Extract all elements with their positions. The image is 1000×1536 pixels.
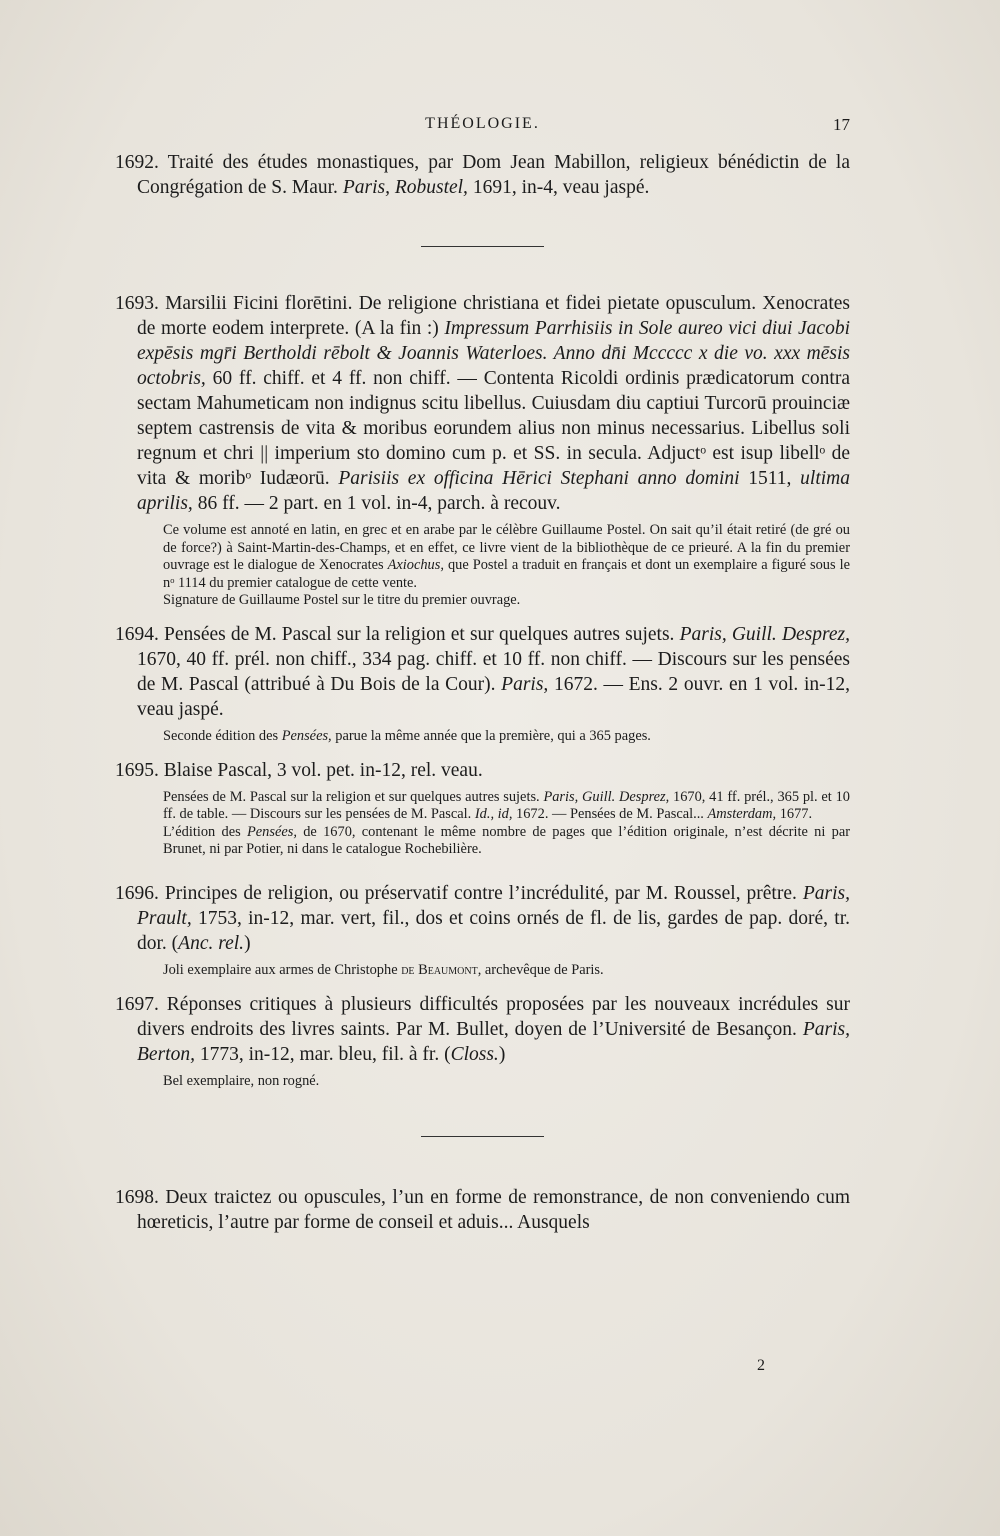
note-text: 1672. — Pensées de M. Pascal... [512,806,708,823]
entry-text: Principes de religion, ou préservatif contre l’incrédulité, par M. Roussel, prêtre. [158,882,803,904]
note-text: que Postel a traduit en français et dont un exemplaire a figuré sous le nᵒ 1114 du premier catalogue de cette vente. [163,557,850,591]
entry-text: 60 ff. chiff. et 4 ff. non chiff. — Contenta Ricoldi ordinis prædicatorum contra sectam Mahumeticam non indignus scitu libellus. Cuiusdam diu captiui Turcorū prouinciæ septem castrensis de vita & moribus eorundem alius non minus necessarius. Libellus soli regnum et chri || imperium sto domino cum p. et SS. in secula. Adjuctᵒ est isup libellᵒ de vita & moribᵒ Iudæorū. [137,368,850,489]
note-italic: Pensées, [247,823,297,840]
entry-1693 [115,291,850,516]
entry-number: 1697. [115,993,159,1015]
entry-1695 [115,758,850,783]
entry-text: Traité des études monastiques, par Dom Jean Mabillon, religieux bénédictin de la Congrégation de S. Maur. [137,152,850,198]
note-text: Ce volume est annoté en latin, en grec et en arabe par le célèbre Guillaume Postel. On sait qu’il était retiré (de gré ou de force?) à Saint-Martin-des-Champs, et en effet, ce livre vient de la bibliothèque de ce prieuré. A la fin du premier ouvrage est le dialogue de Xenocrates [163,522,850,574]
note-italic: Amsterdam, [707,806,777,823]
entry-imprint: Paris, Berton, [137,1018,850,1065]
entry-imprint: Paris, [501,673,549,695]
entry-text: 1691, in-4, veau jaspé. [467,177,650,198]
page-number: 17 [833,115,850,134]
entry-note [163,789,850,859]
entry-note [163,962,850,980]
entry-number: 1696. [115,882,159,904]
entry-text: 1670, 40 ff. prél. non chiff., 334 pag. chiff. et 10 ff. non chiff. — Discours sur les pensées de M. Pascal (attribué à Du Bois de la Cour). [137,648,850,695]
page-header [115,115,850,139]
note-smallcaps: de Beaumont [401,961,478,978]
entry-text: 1753, in-12, mar. vert, fil., dos et coins ornés de fl. de lis, gardes de pap. doré, tr. dor. ( [137,907,850,954]
note-italic: Id., id, [474,806,513,823]
note-text: Signature de Guillaume Postel sur le titre du premier ouvrage. [163,592,521,609]
note-text: Seconde édition des [163,727,282,744]
entry-note [163,728,850,746]
note-text: de 1670, contenant le même nombre de pages que l’édition originale, n’est décrite ni par Brunet, ni par Potier, ni dans le catalogue Rochebilière. [163,823,851,858]
entry-number: 1693. [115,293,159,314]
entry-note [163,1073,850,1091]
entry-note [163,522,850,610]
note-paragraph [163,522,850,592]
note-text: Bel exemplaire, non rogné. [163,1072,320,1089]
entry-1698 [115,1185,850,1235]
note-text: 1677. [776,806,813,823]
entry-text: Marsilii Ficini florētini. De religione christiana et fidei pietate opusculum. Xenocrates de morte eodem interprete. (A la fin :) [137,293,850,339]
note-paragraph [163,728,850,746]
entry-number: 1694. [115,623,159,645]
note-text: , archevêque de Paris. [477,961,604,978]
note-italic: Pensées, [281,727,332,744]
entry-number: 1698. [115,1187,159,1209]
entry-imprint: Paris, Prault, [137,882,850,929]
entry-text: 1511, [739,468,801,489]
entry-1696 [115,881,850,956]
entry-imprint: Parisiis ex officina Hērici Stephani anno domini [338,468,740,489]
entry-imprint: Paris, Guill. Desprez, [679,623,851,645]
note-text: Pensées de M. Pascal sur la religion et sur quelques autres sujets. [163,788,544,805]
entry-imprint: Paris, Robustel, [342,177,468,198]
note-text: parue la même année que la première, qui a 365 pages. [331,727,651,744]
page-content [115,150,850,1235]
running-title: THÉOLOGIE. [425,115,540,132]
entry-number: 1692. [115,152,159,173]
entry-binding: Closs. [450,1043,499,1065]
entry-imprint: ultima aprilis, [137,468,850,514]
note-text: Joli exemplaire aux armes de Christophe [163,961,402,978]
entry-text: Réponses critiques à plusieurs difficultés proposées par les nouveaux incrédules sur divers endroits des livres saints. Par M. Bullet, doyen de l’Université de Besançon. [137,993,850,1040]
section-divider [421,246,544,247]
note-text: L’édition des [163,823,247,840]
note-paragraph [163,789,850,824]
entry-text: Pensées de M. Pascal sur la religion et sur quelques autres sujets. [158,623,680,645]
note-paragraph [163,962,850,980]
note-paragraph [163,824,850,859]
entry-binding: Anc. rel. [178,932,245,954]
entry-text: ) [244,932,251,954]
entry-1692 [115,150,850,200]
entry-imprint: Impressum Parrhisiis in Sole aureo vici diui Jacobi expēsis mgr̄i Bertholdi rēbolt & Joannis Waterloes. Anno dn̄i Mccccc x die vo. xxx mēsis octobris, [137,318,850,389]
entry-text: ) [498,1043,506,1065]
note-text: 1670, 41 ff. prél., 365 pl. et 10 ff. de table. — Discours sur les pensées de M. Pascal. [163,788,850,823]
entry-1697 [115,992,850,1067]
entry-text: 1773, in-12, mar. bleu, fil. à fr. ( [194,1043,451,1065]
entry-1694 [115,622,850,722]
entry-text: 1672. — Ens. 2 ouvr. en 1 vol. in-12, veau jaspé. [137,673,850,720]
entry-text: Blaise Pascal, 3 vol. pet. in-12, rel. veau. [158,759,483,781]
entry-text: 86 ff. — 2 part. en 1 vol. in-4, parch. à recouv. [192,493,561,514]
signature-mark: 2 [757,1357,765,1374]
note-italic: Paris, Guill. Desprez, [543,788,670,805]
note-italic: Axiochus, [387,557,444,574]
entry-number: 1695. [115,759,159,781]
entry-text: Deux traictez ou opuscules, l’un en forme de remonstrance, de non conveniendo cum hœreticis, l’autre par forme de conseil et aduis... Ausquels [137,1187,850,1234]
section-divider [421,1136,544,1137]
note-paragraph [163,592,850,610]
note-paragraph [163,1073,850,1091]
